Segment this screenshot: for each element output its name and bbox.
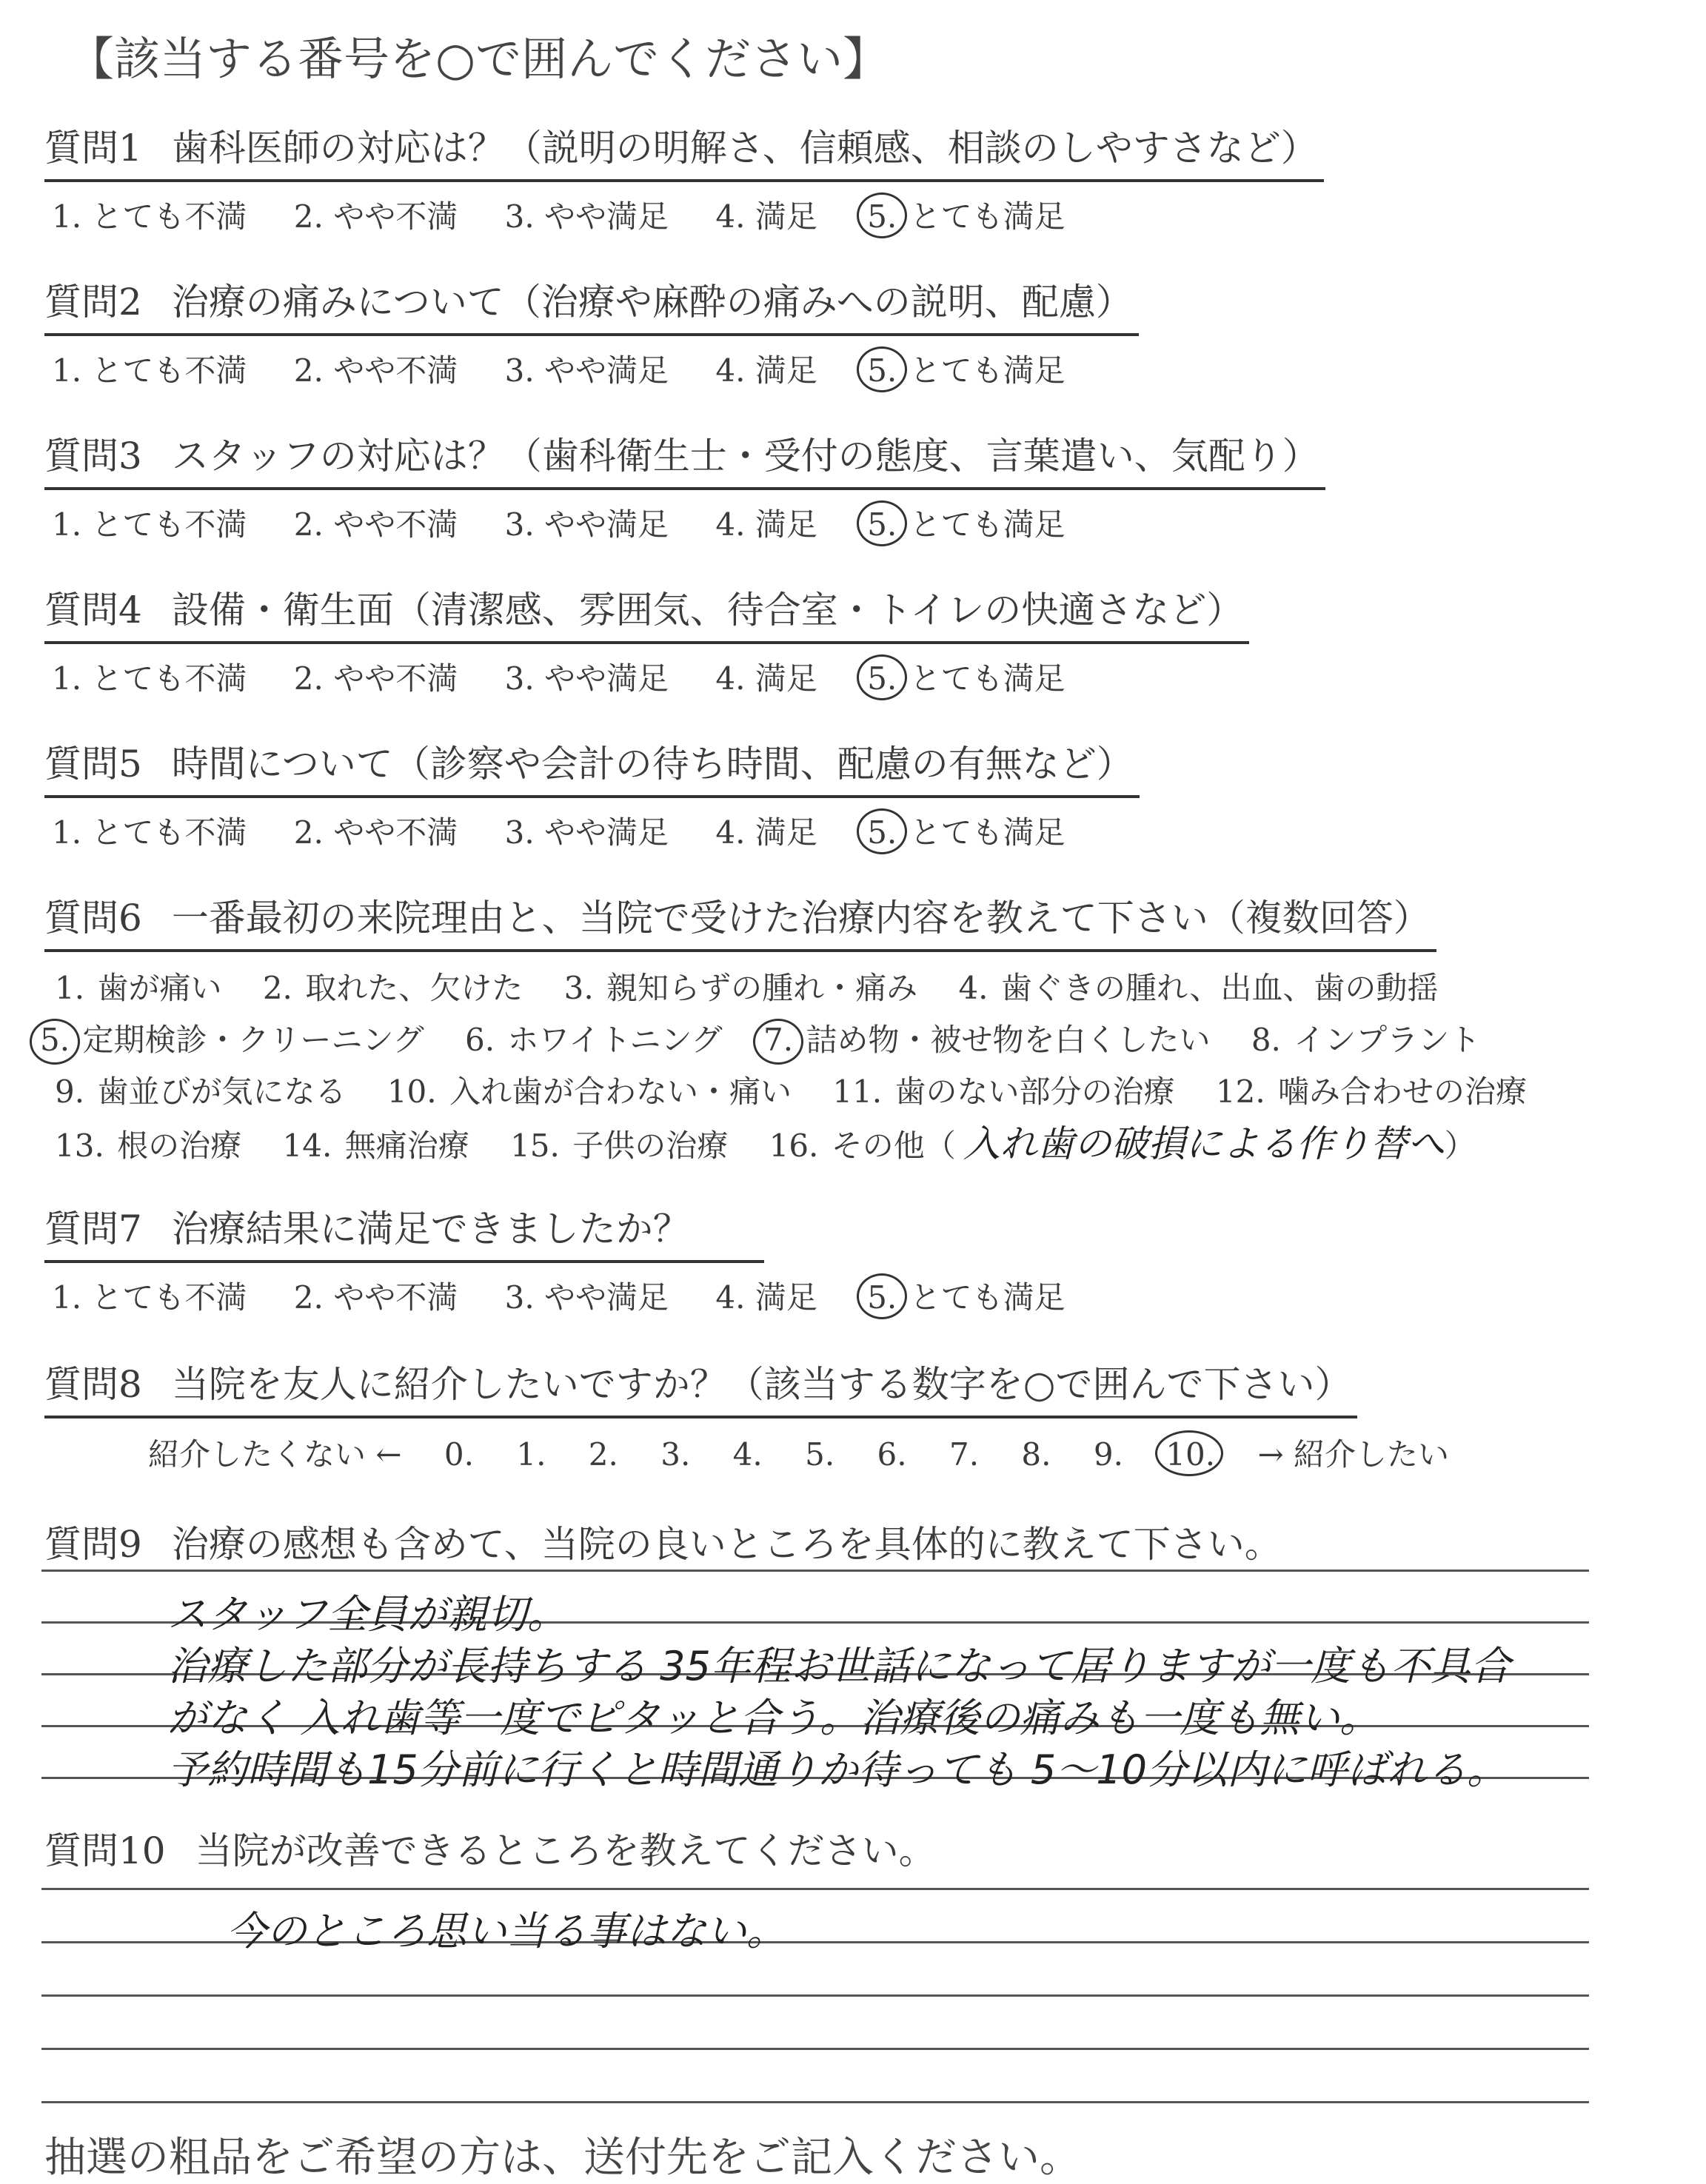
option-2[interactable]: 2. やや不満 — [293, 660, 458, 697]
question-text: 治療の感想も含めて、当院の良いところを具体的に教えて下さい。 — [171, 1523, 1282, 1566]
option-1[interactable]: 1. とても不満 — [52, 660, 247, 697]
question-text: 設備・衛生面（清潔感、雰囲気、待合室・トイレの快適さなど） — [171, 589, 1244, 632]
question-8 — [44, 1355, 1482, 1475]
circled-number: 7. — [760, 1014, 796, 1066]
scale-8[interactable]: 8. — [1021, 1436, 1051, 1473]
option-5-selected[interactable] — [864, 192, 1065, 237]
option-2[interactable]: 2. やや不満 — [293, 198, 458, 235]
option-1[interactable]: 1. とても不満 — [52, 814, 247, 851]
option-4[interactable]: 4. 満足 — [715, 1279, 817, 1316]
question-2-title — [44, 272, 1139, 336]
option-4[interactable]: 4. 満足 — [715, 198, 817, 235]
option-2[interactable]: 2. やや不満 — [293, 352, 458, 389]
option-1[interactable]: 1. とても不満 — [52, 506, 247, 543]
recommend-scale — [44, 1430, 1482, 1475]
handwritten-line: 治療した部分が長持ちする 35年程お世話になって居りますが一度も不具合 — [167, 1643, 1511, 1689]
question-text: 一番最初の来院理由と、当院で受けた治療内容を教えて下さい（複数回答） — [171, 897, 1431, 939]
question-8-title — [44, 1355, 1357, 1418]
rating-options — [44, 346, 1139, 391]
question-text: 時間について（診察や会計の待ち時間、配慮の有無など） — [171, 743, 1134, 785]
question-number: 質問6 — [44, 897, 142, 939]
scale-9[interactable]: 9. — [1093, 1436, 1123, 1473]
prize-instruction: 抽選の粗品をご希望の方は、送付先をご記入ください。 — [44, 2134, 1081, 2182]
rating-options — [44, 654, 1249, 699]
option-2[interactable]: 2. やや不満 — [293, 506, 458, 543]
option-3[interactable]: 3. やや満足 — [504, 198, 669, 235]
treatment-option-16-other[interactable]: 16. その他（ — [769, 1128, 956, 1164]
question-text: 歯科医師の対応は？（説明の明解さ、信頼感、相談のしやすさなど） — [171, 127, 1318, 170]
rating-options — [44, 1273, 1103, 1318]
option-3[interactable]: 3. やや満足 — [504, 1279, 669, 1316]
treatment-options — [40, 962, 1555, 1170]
option-4[interactable]: 4. 満足 — [715, 506, 817, 543]
question-6 — [40, 888, 1555, 1170]
option-3[interactable]: 3. やや満足 — [504, 506, 669, 543]
circled-number: 5. — [864, 352, 900, 389]
treatment-option-13[interactable]: 13. 根の治療 — [55, 1128, 242, 1164]
treatment-option-2[interactable]: 2. 取れた、欠けた — [262, 970, 523, 1006]
circled-number: 5. — [864, 660, 900, 697]
answer-line — [41, 2048, 1589, 2050]
question-number: 質問4 — [44, 589, 142, 632]
option-5-selected[interactable] — [864, 1273, 1065, 1318]
answer-line — [41, 2101, 1589, 2103]
closing-paren: ） — [1444, 1128, 1476, 1164]
question-number: 質問8 — [44, 1363, 142, 1406]
option-3[interactable]: 3. やや満足 — [504, 352, 669, 389]
rating-options — [44, 500, 1325, 545]
question-3 — [44, 426, 1325, 545]
scale-0[interactable]: 0. — [444, 1436, 474, 1473]
scale-5[interactable]: 5. — [805, 1436, 835, 1473]
answer-line — [41, 1570, 1589, 1572]
question-number: 質問1 — [44, 127, 142, 170]
answer-line — [41, 1994, 1589, 1997]
question-text: 当院が改善できるところを教えてください。 — [195, 1829, 936, 1872]
option-4[interactable]: 4. 満足 — [715, 660, 817, 697]
treatment-option-12[interactable]: 12. 噛み合わせの治療 — [1215, 1073, 1528, 1110]
circled-number: 5. — [864, 1279, 900, 1316]
treatment-option-1[interactable]: 1. 歯が痛い — [55, 970, 222, 1006]
question-number: 質問10 — [44, 1829, 166, 1872]
treatment-row — [52, 1118, 1555, 1170]
handwritten-line: スタッフ全員が親切。 — [167, 1591, 567, 1638]
question-number: 質問7 — [44, 1207, 142, 1250]
question-4 — [44, 580, 1249, 699]
treatment-option-8[interactable]: 8. インプラント — [1251, 1022, 1481, 1058]
treatment-row — [52, 962, 1555, 1014]
question-3-title — [44, 426, 1325, 490]
scale-7[interactable]: 7. — [949, 1436, 980, 1473]
option-2[interactable]: 2. やや不満 — [293, 814, 458, 851]
question-1 — [44, 118, 1324, 237]
question-text: 当院を友人に紹介したいですか？（該当する数字を○で囲んで下さい） — [171, 1363, 1352, 1406]
question-4-title — [44, 580, 1249, 644]
rating-options — [44, 192, 1324, 237]
other-handwritten-answer[interactable]: 入れ歯の破損による作り替へ — [963, 1122, 1445, 1165]
question-number: 質問3 — [44, 435, 142, 478]
question-5-title — [44, 734, 1140, 798]
question-6-title — [44, 888, 1436, 952]
question-text: 治療結果に満足できましたか？ — [171, 1207, 690, 1250]
scale-10-selected[interactable]: 10. — [1165, 1436, 1216, 1473]
question-10-title — [44, 1821, 936, 1875]
handwritten-line: 予約時間も15分前に行くと時間通りか待っても 5～10分以内に呼ばれる。 — [167, 1746, 1507, 1793]
treatment-row — [37, 1014, 1555, 1066]
option-5-label: とても満足 — [909, 506, 1066, 543]
scale-6[interactable]: 6. — [877, 1436, 907, 1473]
option-5-label: とても満足 — [909, 660, 1066, 697]
question-text: 治療の痛みについて（治療や麻酔の痛みへの説明、配慮） — [171, 281, 1133, 324]
question-9-title — [44, 1515, 1282, 1568]
question-number: 質問2 — [44, 281, 142, 324]
treatment-option-4[interactable]: 4. 歯ぐきの腫れ、出血、歯の動揺 — [958, 970, 1439, 1006]
question-2 — [44, 272, 1139, 391]
option-1[interactable]: 1. とても不満 — [52, 198, 247, 235]
scale-3[interactable]: 3. — [660, 1436, 691, 1473]
handwritten-line: 今のところ思い当る事はない。 — [227, 1908, 786, 1954]
treatment-option-14[interactable]: 14. 無痛治療 — [282, 1128, 469, 1164]
scale-left-label: 紹介したくない ← — [148, 1436, 402, 1473]
option-1[interactable]: 1. とても不満 — [52, 352, 247, 389]
question-text: スタッフの対応は？（歯科衛生士・受付の態度、言葉遣い、気配り） — [171, 435, 1319, 478]
treatment-option-11[interactable]: 11. 歯のない部分の治療 — [832, 1073, 1175, 1110]
option-5-selected[interactable] — [864, 654, 1065, 699]
circled-number: 5. — [864, 506, 900, 543]
option-5-label: とても満足 — [909, 1279, 1066, 1316]
scale-right-label: → 紹介したい — [1257, 1436, 1449, 1473]
option-4[interactable]: 4. 満足 — [715, 352, 817, 389]
scale-2[interactable]: 2. — [588, 1436, 618, 1473]
question-number: 質問5 — [44, 743, 142, 785]
option-5-selected[interactable] — [864, 346, 1065, 391]
treatment-option-9[interactable]: 9. 歯並びが気になる — [55, 1073, 347, 1110]
option-2[interactable]: 2. やや不満 — [293, 1279, 458, 1316]
treatment-option-7-selected[interactable]: 7. 詰め物・被せ物を白くしたい — [760, 1014, 1210, 1066]
option-5-label: とても満足 — [909, 814, 1066, 851]
answer-line — [41, 1888, 1589, 1890]
treatment-option-15[interactable]: 15. 子供の治療 — [510, 1128, 729, 1164]
treatment-option-10[interactable]: 10. 入れ歯が合わない・痛い — [387, 1073, 792, 1110]
instruction-header: 【該当する番号を○で囲んでください】 — [68, 32, 889, 86]
treatment-option-5-selected[interactable]: 5. 定期検診・クリーニング — [37, 1014, 424, 1066]
option-3[interactable]: 3. やや満足 — [504, 660, 669, 697]
option-3[interactable]: 3. やや満足 — [504, 814, 669, 851]
scale-1[interactable]: 1. — [516, 1436, 546, 1473]
handwritten-line: がなく 入れ歯等一度でピタッと合う。治療後の痛みも一度も無い。 — [167, 1695, 1380, 1741]
treatment-option-3[interactable]: 3. 親知らずの腫れ・痛み — [563, 970, 918, 1006]
rating-options — [44, 808, 1140, 853]
option-4[interactable]: 4. 満足 — [715, 814, 817, 851]
question-1-title — [44, 118, 1324, 182]
scale-4[interactable]: 4. — [732, 1436, 763, 1473]
option-5-label: とても満足 — [909, 352, 1066, 389]
option-5-label: とても満足 — [909, 198, 1066, 235]
circled-number: 5. — [864, 814, 900, 851]
circled-number: 5. — [864, 198, 900, 235]
option-5-selected[interactable] — [864, 808, 1065, 853]
question-7-title — [44, 1199, 764, 1263]
question-7 — [44, 1199, 1103, 1318]
option-5-selected[interactable] — [864, 500, 1065, 545]
question-5 — [44, 734, 1140, 853]
circled-number: 5. — [37, 1014, 73, 1066]
question-number: 質問9 — [44, 1523, 142, 1566]
option-1[interactable]: 1. とても不満 — [52, 1279, 247, 1316]
treatment-row — [52, 1066, 1555, 1118]
treatment-option-6[interactable]: 6. ホワイトニング — [464, 1022, 723, 1058]
